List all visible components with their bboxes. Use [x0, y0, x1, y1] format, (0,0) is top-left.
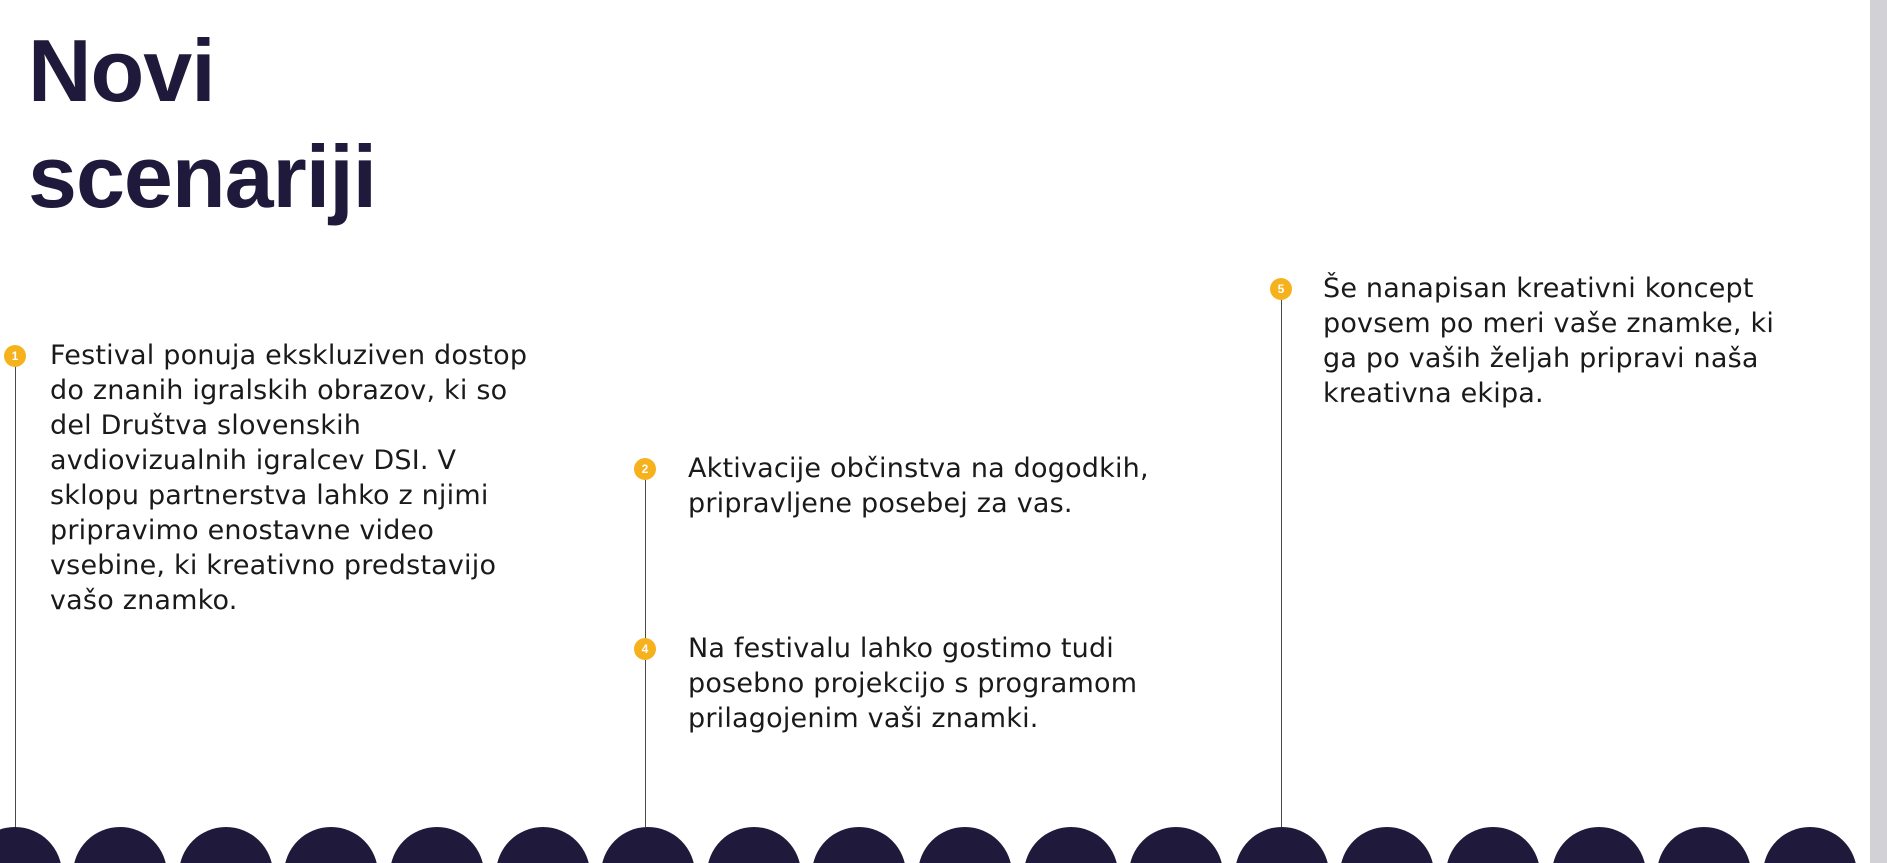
decorative-circle-row	[0, 827, 1870, 863]
decorative-circle	[284, 827, 378, 863]
scrollbar[interactable]	[1870, 0, 1887, 863]
scenario-number-badge: 1	[4, 345, 26, 367]
scenario-number-badge: 2	[634, 458, 656, 480]
decorative-circle	[707, 827, 801, 863]
decorative-circle	[601, 827, 695, 863]
decorative-circle	[179, 827, 273, 863]
decorative-circle	[1340, 827, 1434, 863]
page-title-line-1: Novi	[28, 21, 215, 120]
decorative-circle	[1129, 827, 1223, 863]
timeline-line	[1281, 289, 1282, 827]
scenario-text: Na festivalu lahko gostimo tudi posebno projekcijo s programom prilagojenim vaši znamki.	[688, 633, 1138, 734]
decorative-circle	[390, 827, 484, 863]
decorative-circle	[0, 827, 62, 863]
decorative-circle	[1552, 827, 1646, 863]
decorative-circle	[1446, 827, 1540, 863]
decorative-circle	[918, 827, 1012, 863]
decorative-circle	[1763, 827, 1857, 863]
scenario-number-badge: 4	[634, 638, 656, 660]
decorative-circle	[812, 827, 906, 863]
decorative-circle	[73, 827, 167, 863]
decorative-circle	[1024, 827, 1118, 863]
decorative-circle	[496, 827, 590, 863]
scenario-number-badge: 5	[1270, 278, 1292, 300]
scenario-text: Festival ponuja ekskluziven dostop do znanih igralskih obrazov, ki so del Društva slovenskih avdiovizualnih igralcev DSI. V sklopu partnerstva lahko z njimi pripravimo enostavne video vsebine, ki kreativno predstavijo vašo znamko.	[50, 340, 528, 616]
page-title	[28, 18, 376, 230]
decorative-circle	[1657, 827, 1751, 863]
timeline-line	[15, 356, 16, 827]
page-title-line-2: scenariji	[28, 127, 377, 226]
decorative-circle	[1235, 827, 1329, 863]
scenario-text: Aktivacije občinstva na dogodkih, pripravljene posebej za vas.	[688, 453, 1149, 519]
scenario-text: Še nanapisan kreativni koncept povsem po meri vaše znamke, ki ga po vaših željah pripravi naša kreativna ekipa.	[1323, 273, 1775, 409]
